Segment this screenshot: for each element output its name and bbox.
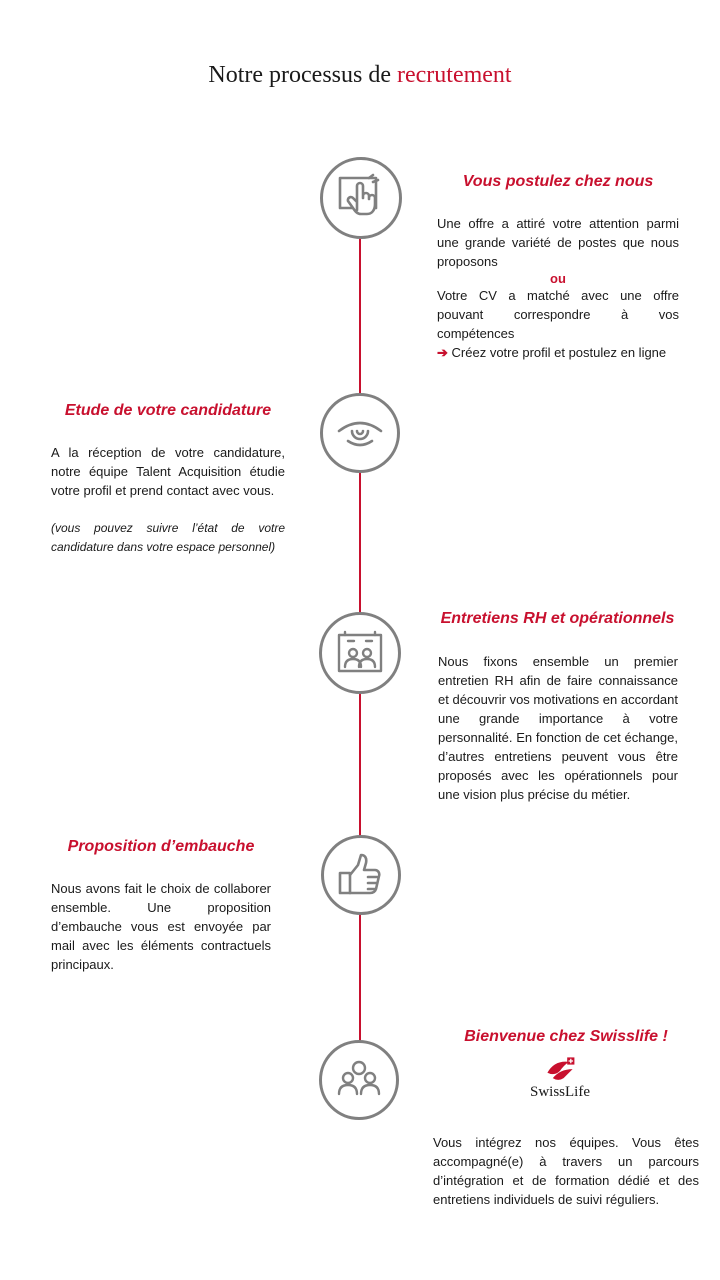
swisslife-logo bbox=[505, 1056, 615, 1108]
title-accent: recrutement bbox=[397, 62, 512, 88]
step-1-paragraph-2: Votre CV a matché avec une offre pouvant correspondre à vos compétences bbox=[437, 288, 679, 341]
step-2-paragraph-2: (vous pouvez suivre l’état de votre candidature dans votre espace personnel) bbox=[51, 521, 285, 554]
timeline-line-3 bbox=[359, 692, 361, 836]
page-title bbox=[0, 62, 720, 89]
step-4-paragraph-1: Nous avons fait le choix de collaborer ensemble. Une proposition d’embauche vous est envoyée par mail avec les éléments contractuels principaux. bbox=[51, 881, 271, 972]
step-1-separator: ou bbox=[550, 271, 566, 286]
step-1-heading: Vous postulez chez nous bbox=[462, 173, 654, 190]
step-1-paragraph-1: Une offre a attiré votre attention parmi une grande variété de postes que nous proposons bbox=[437, 216, 679, 269]
step-4-heading: Proposition d’embauche bbox=[67, 838, 255, 855]
step-2-text bbox=[51, 443, 285, 557]
swisslife-logo-mark bbox=[542, 1056, 578, 1084]
step-3-text bbox=[438, 652, 678, 804]
step-2-heading: Etude de votre candidature bbox=[64, 402, 272, 419]
step-3-heading: Entretiens RH et opérationnels bbox=[440, 610, 675, 627]
eye-icon bbox=[334, 407, 386, 459]
step-5-text bbox=[433, 1133, 699, 1209]
video-meeting-icon bbox=[334, 627, 386, 679]
step-2-icon-circle bbox=[320, 393, 400, 473]
arrow-right-icon: ➔ bbox=[437, 345, 448, 360]
step-4-text bbox=[51, 879, 271, 974]
step-3-icon-circle bbox=[319, 612, 401, 694]
thumbs-up-icon bbox=[335, 849, 387, 901]
title-main: Notre processus de bbox=[208, 62, 397, 88]
timeline-line-4 bbox=[359, 912, 361, 1042]
step-5-paragraph-1: Vous intégrez nos équipes. Vous êtes accompagné(e) à travers un parcours d’intégration et de formation dédié et des entretiens individuels de suivi réguliers. bbox=[433, 1135, 699, 1207]
swisslife-logo-text: SwissLife bbox=[530, 1084, 590, 1100]
step-5-icon-circle bbox=[319, 1040, 399, 1120]
team-icon bbox=[333, 1054, 385, 1106]
step-2-paragraph-1: A la réception de votre candidature, notre équipe Talent Acquisition étudie votre profil et prend contact avec vous. bbox=[51, 445, 285, 498]
step-1-text bbox=[437, 214, 679, 362]
timeline-line-1 bbox=[359, 238, 361, 396]
step-1-icon-circle bbox=[320, 157, 402, 239]
step-5-heading: Bienvenue chez Swisslife ! bbox=[464, 1028, 668, 1045]
step-1-paragraph-3: Créez votre profil et postulez en ligne bbox=[451, 345, 667, 360]
touch-hand-icon bbox=[335, 172, 387, 224]
timeline-line-2 bbox=[359, 472, 361, 614]
step-3-paragraph-1: Nous fixons ensemble un premier entretien RH afin de faire connaissance et découvrir vos motivations en accordant une grande importance à votre personnalité. En fonction de cet échange, d’autres entretiens peuvent vous être proposés avec les opérationnels pour une vision plus précise du métier. bbox=[438, 654, 678, 802]
step-4-icon-circle bbox=[321, 835, 401, 915]
